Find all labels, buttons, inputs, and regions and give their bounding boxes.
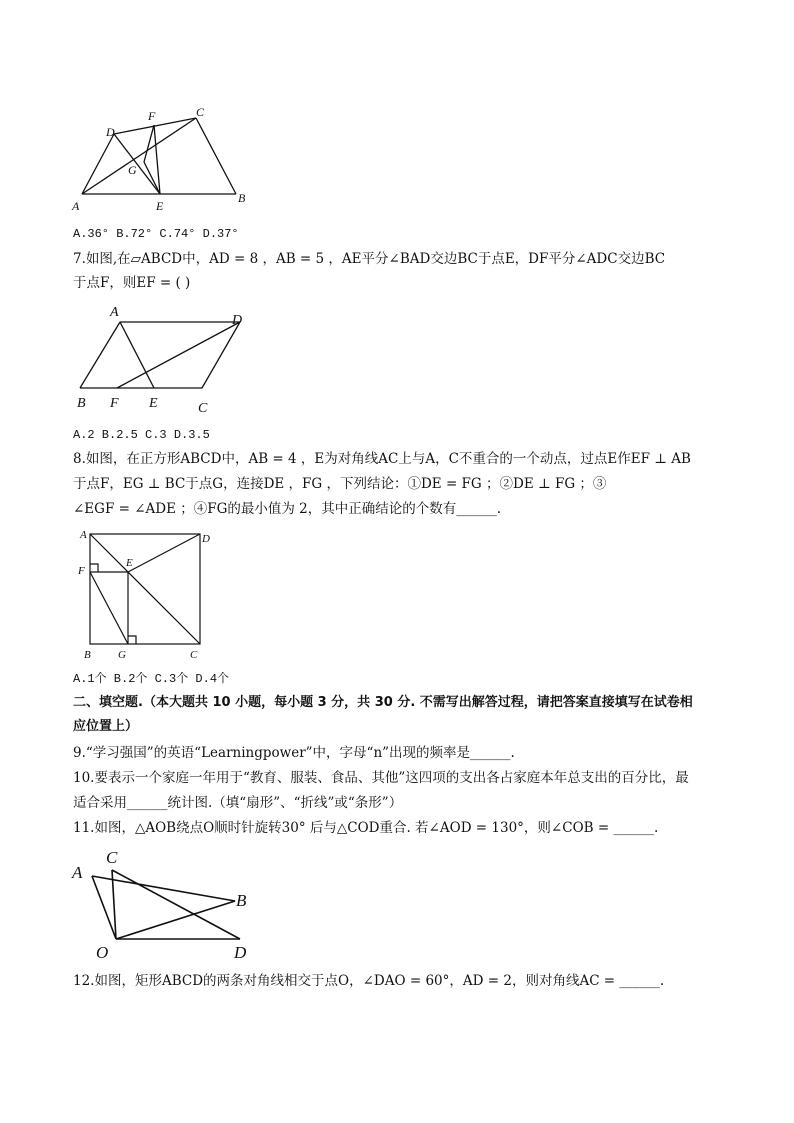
q11-figure	[70, 846, 280, 961]
section-heading-line1: 二、填空题.（本大题共 10 小题，每小题 3 分，共 30 分. 不需写出解答过程，请把答案直接填写在试卷相	[73, 695, 693, 710]
q11-text: 11.如图，△AOB绕点O顺时针旋转30° 后与△COD重合. 若∠AOD = 130°，则∠COB = ______.	[73, 820, 659, 836]
label-B: B	[236, 891, 247, 910]
label-C: C	[196, 105, 205, 119]
label-B: B	[84, 649, 91, 661]
section-heading-line2: 应位置上）	[73, 719, 139, 734]
label-A: A	[72, 863, 83, 882]
label-E: E	[126, 557, 133, 569]
label-F: F	[78, 565, 85, 577]
label-A: A	[80, 529, 87, 541]
label-G: G	[128, 163, 137, 177]
q6-options: A.36° B.72° C.74° D.37°	[73, 227, 239, 241]
q10-line1: 10.要表示一个家庭一年用于“教育、服装、食品、其他”这四项的支出各占家庭本年总支出的百分比，最	[73, 770, 689, 786]
q9-text: 9.“学习强国”的英语“Learningpower”中，字母“n”出现的频率是______.	[73, 745, 515, 761]
label-B: B	[77, 396, 86, 411]
label-F: F	[110, 396, 119, 411]
label-B: B	[238, 191, 246, 205]
label-G: G	[118, 649, 126, 661]
label-D: D	[202, 533, 210, 545]
q10-line2: 适合采用______统计图.（填“扇形”、“折线”或“条形”）	[73, 795, 403, 811]
q8-line2: 于点F，EG ⊥ BC于点G，连接DE ，FG ，下列结论：①DE = FG ；②DE ⊥ FG ；③	[73, 476, 607, 492]
label-E: E	[156, 199, 164, 213]
label-F: F	[148, 109, 156, 123]
q7-figure	[72, 302, 272, 417]
label-C: C	[106, 848, 118, 867]
label-A: A	[72, 199, 80, 213]
q8-options: A.1个 B.2个 C.3个 D.4个	[73, 672, 230, 686]
q8-figure	[74, 528, 224, 663]
q7-line2: 于点F，则EF = ( )	[73, 275, 191, 291]
label-E: E	[149, 396, 158, 411]
label-A: A	[110, 305, 119, 320]
label-C: C	[190, 649, 198, 661]
q6-figure	[70, 100, 270, 220]
q7-line1: 7.如图,在▱ABCD中，AD = 8 ，AB = 5 ，AE平分∠BAD交边BC于点E，DF平分∠ADC交边BC	[73, 251, 666, 267]
label-D: D	[106, 125, 115, 139]
q7-options: A.2 B.2.5 C.3 D.3.5	[73, 428, 210, 442]
label-D: D	[234, 943, 247, 962]
label-O: O	[96, 943, 109, 962]
q8-line1: 8.如图，在正方形ABCD中，AB = 4 ，E为对角线AC上与A，C不重合的一个动点，过点E作EF ⊥ AB	[73, 451, 691, 467]
label-D: D	[232, 313, 243, 328]
q12-text: 12.如图，矩形ABCD的两条对角线相交于点O，∠DAO = 60°，AD = 2，则对角线AC = ______.	[73, 973, 665, 989]
label-C: C	[198, 401, 208, 416]
q8-line3: ∠EGF = ∠ADE ；④FG的最小值为 2，其中正确结论的个数有______.	[73, 501, 502, 517]
